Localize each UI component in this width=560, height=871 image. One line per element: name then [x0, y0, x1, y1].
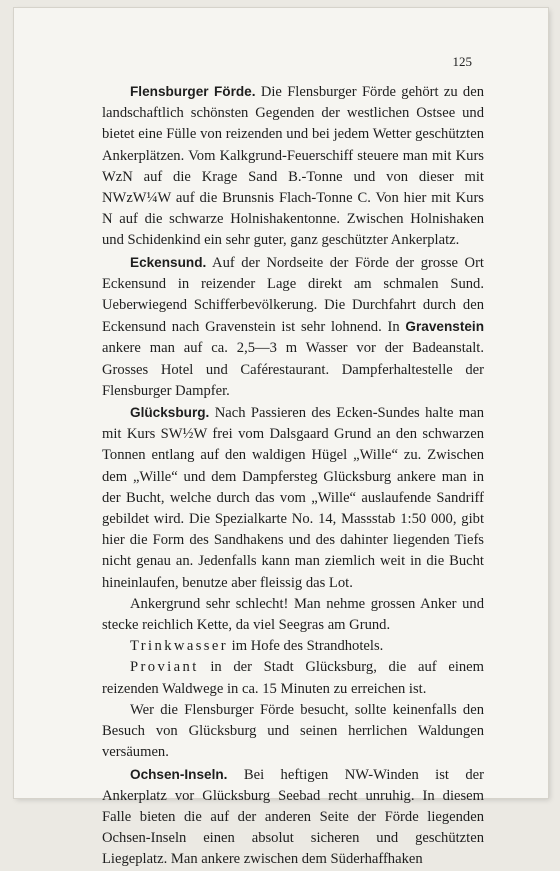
section-heading-gluecksburg: Glücksburg. — [130, 405, 210, 421]
paragraph-trinkwasser — [102, 636, 484, 657]
page-number: 125 — [452, 54, 472, 69]
section-heading-flensburger-foerde: Flensburger Förde. — [130, 84, 256, 99]
paragraph-gluecksburg — [102, 402, 484, 594]
paragraph-proviant — [102, 657, 484, 699]
paragraph-besuch — [102, 700, 484, 764]
book-page — [14, 8, 548, 868]
page-body — [102, 81, 484, 871]
paragraph-text: Nach Passieren des Ecken-Sundes halte man mit Kurs SW½W frei vom Dalsgaard Grund an den schwarzen Tonnen entlang auf den waldigen Hügel „Wille“ zu. Zwischen dem „Wille“ und dem Dampfersteg Glücksburg ankere man in der Bucht, welche durch das vom „Wille“ auslaufende Sandriff gebildet wird. Die Spezialkarte No. 14, Massstab 1:50 000, gibt hier die Form des Sandhakens und des dahinter liegenden Tiefs nicht genau an. Jedenfalls kann man ziemlich weit in die Bucht hineinlaufen, benutze aber fleissig das Lot. — [102, 405, 484, 591]
paragraph-text: in der Stadt Glücksburg, die auf einem reizenden Waldwege in ca. 15 Minuten zu erreichen ist. — [102, 659, 484, 697]
spaced-word-proviant: Proviant — [130, 659, 199, 676]
section-heading-ochsen-inseln: Ochsen-Inseln. — [130, 766, 228, 782]
paragraph-eckensund — [102, 252, 484, 402]
paragraph-text: ankere man auf ca. 2,5—3 m Wasser vor der Badeanstalt. Grosses Hotel und Caférestaurant. Dampferhaltestelle der Flensburger Dampfer. — [102, 340, 484, 399]
spaced-word-trinkwasser: Trinkwasser — [130, 638, 229, 655]
paragraph-text: Ankergrund sehr schlecht! Man nehme grossen Anker und stecke reichlich Kette, da viel Seegras am Grund. — [102, 595, 484, 634]
paragraph-text: Auf der Nordseite der Förde der grosse Ort Eckensund in reizender Lage direkt am schmalen Sund. Ueberwiegend Schifferbevölkerung. Die Durchfahrt durch den Eckensund nach Gravenstein ist sehr lohnend. In — [102, 254, 484, 336]
paragraph-ochsen-inseln — [102, 764, 484, 871]
paragraph-text: Bei heftigen NW-Winden ist der Ankerplatz vor Glücksburg Seebad recht unruhig. In diesem Falle bieten die auf der anderen Seite der Förde liegenden Ochsen-Inseln einen absolut sicheren und geschützten Liegeplatz. Man ankere zwischen dem Süderhaffhaken — [102, 766, 484, 868]
paragraph-ankergrund — [102, 594, 484, 636]
section-heading-eckensund: Eckensund. — [130, 254, 207, 270]
paragraph-flensburger-foerde — [102, 81, 484, 252]
paragraph-text: Wer die Flensburger Förde besucht, sollte keinenfalls den Besuch von Glücksburg und seinen herrlichen Waldungen versäumen. — [102, 701, 484, 761]
paragraph-text: im Hofe des Strandhotels. — [228, 638, 384, 655]
paragraph-text: Die Flensburger Förde gehört zu den landschaftlich schönsten Gegenden der westlichen Ostsee und bietet eine Fülle von reizenden und bei jedem Wetter geschützten Ankerplätzen. Vom Kalkgrund-Feuerschiff steuere man mit Kurs WzN auf die Krage Sand B.-Tonne und von dieser mit NWzW¼W auf die Brunsnis Flach-Tonne C. Von hier mit Kurs N auf die schwarze Holnishakentonne. Zwischen Holnishaken und Schidenkind ein sehr guter, ganz geschützter Ankerplatz. — [102, 84, 485, 249]
inline-heading-gravenstein: Gravenstein — [405, 319, 484, 335]
